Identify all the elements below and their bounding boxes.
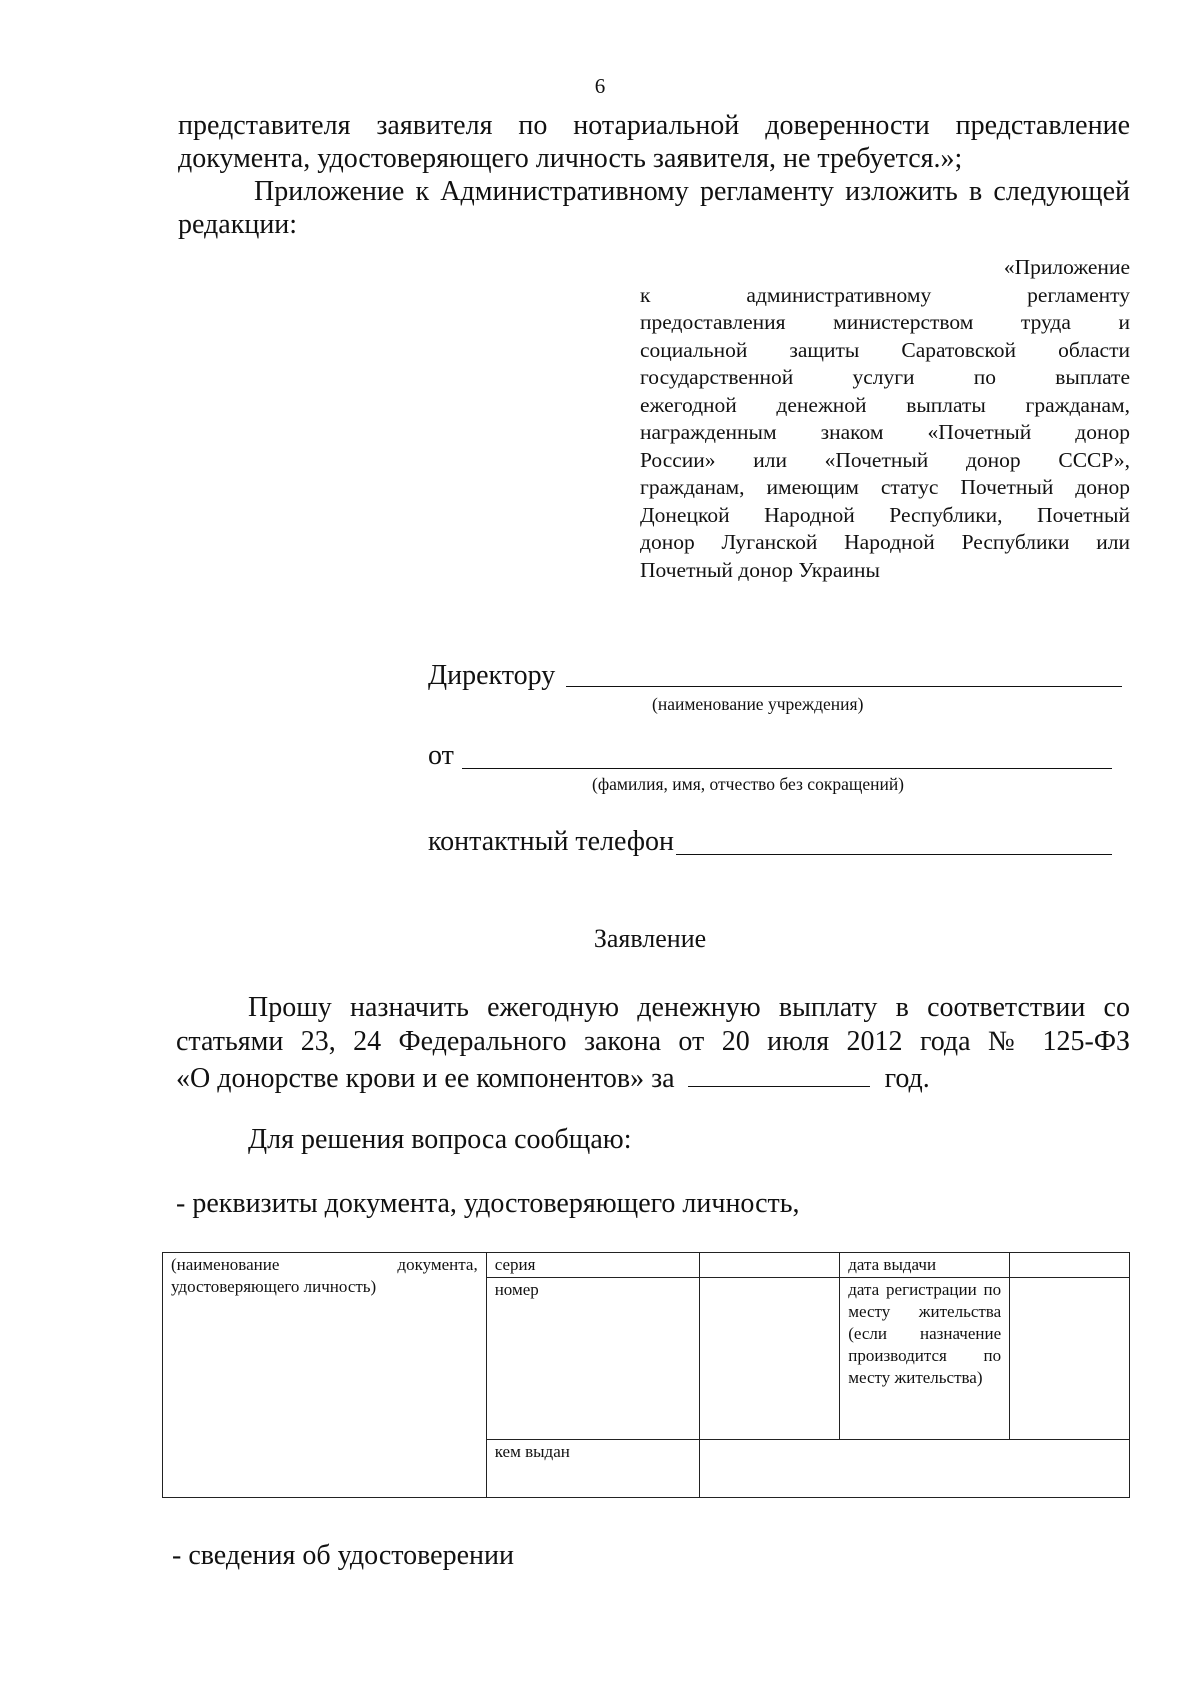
intro-line-3: Приложение к Административному регламенту изложить в следующей xyxy=(254,176,1130,207)
appendix-line: награжденным знаком «Почетный донор xyxy=(640,420,1130,444)
from-caption: (фамилия, имя, отчество без сокращений) xyxy=(592,774,905,794)
application-body-line-3 xyxy=(176,1060,930,1095)
registration-date-value-cell[interactable] xyxy=(1010,1278,1130,1440)
appendix-line: предоставления министерством труда и xyxy=(640,310,1130,334)
id-document-table xyxy=(162,1252,1130,1498)
application-title: Заявление xyxy=(593,924,707,953)
number-value-cell[interactable] xyxy=(700,1278,840,1440)
intro-line-4: редакции: xyxy=(178,209,298,240)
info-intro: Для решения вопроса сообщаю: xyxy=(248,1124,632,1155)
year-input-line[interactable] xyxy=(688,1060,870,1087)
director-caption: (наименование учреждения) xyxy=(652,694,864,714)
application-body-line-1: Прошу назначить ежегодную денежную выплату в соответствии со xyxy=(248,992,1130,1023)
series-label-cell: серия xyxy=(486,1253,700,1278)
appendix-line: донор Луганской Народной Республики или xyxy=(640,530,1130,554)
page-number: 6 xyxy=(594,74,606,98)
appendix-line: к административному регламенту xyxy=(640,282,1130,307)
phone-input-line[interactable] xyxy=(676,828,1112,855)
bullet-certificate: - сведения об удостоверении xyxy=(172,1540,514,1571)
appendix-line: Почетный донор Украины xyxy=(640,557,880,582)
appendix-header xyxy=(640,254,1130,584)
director-input-line[interactable] xyxy=(566,660,1122,687)
number-label-cell: номер xyxy=(486,1278,700,1440)
director-label: Директору xyxy=(428,660,556,691)
application-body-line-2: статьями 23, 24 Федерального закона от 20 июля 2012 года № 125-ФЗ xyxy=(176,1026,1130,1057)
issued-by-value-cell[interactable] xyxy=(700,1440,1130,1498)
series-value-cell[interactable] xyxy=(700,1253,840,1278)
issued-by-label-cell: кем выдан xyxy=(486,1440,700,1498)
appendix-line: России» или «Почетный донор СССР», xyxy=(640,447,1130,472)
registration-date-label-cell: дата регистрации по месту жительства (если назначение производится по месту жительства) xyxy=(840,1278,1010,1440)
application-body-line-3-start: «О донорстве крови и ее компонентов» за xyxy=(176,1063,675,1094)
bullet-id-document: - реквизиты документа, удостоверяющего личность, xyxy=(176,1188,800,1219)
from-input-line[interactable] xyxy=(462,742,1112,769)
doc-name-cell: (наименование документа, удостоверяющего личность) xyxy=(163,1253,487,1498)
from-label: от xyxy=(428,740,454,771)
issue-date-label-cell: дата выдачи xyxy=(840,1253,1010,1278)
appendix-line: Донецкой Народной Республики, Почетный xyxy=(640,502,1130,527)
intro-line-1: представителя заявителя по нотариальной доверенности представление xyxy=(178,110,1130,141)
issue-date-value-cell[interactable] xyxy=(1010,1253,1130,1278)
appendix-line: ежегодной денежной выплаты гражданам, xyxy=(640,392,1130,417)
appendix-line: социальной защиты Саратовской области xyxy=(640,337,1130,362)
application-body-line-3-end: год. xyxy=(884,1063,930,1094)
intro-line-2: документа, удостоверяющего личность заявителя, не требуется.»; xyxy=(178,143,963,174)
appendix-title: «Приложение xyxy=(1003,255,1130,279)
phone-label: контактный телефон xyxy=(428,826,674,857)
appendix-line: гражданам, имеющим статус Почетный донор xyxy=(640,475,1130,499)
appendix-line: государственной услуги по выплате xyxy=(640,365,1130,389)
